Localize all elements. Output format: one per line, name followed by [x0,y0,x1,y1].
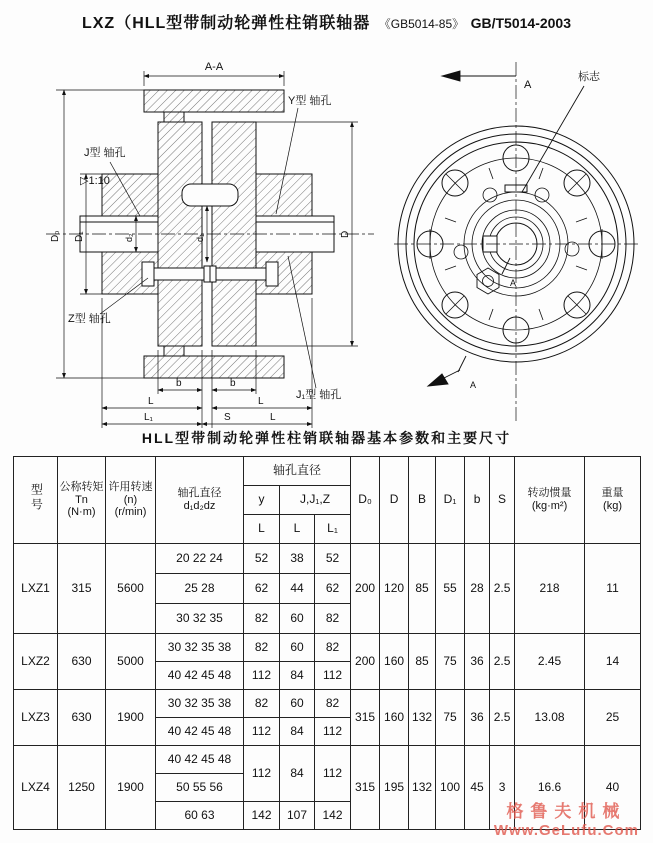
cross-section-drawing [40,56,380,436]
header-model: 型号 [14,457,58,544]
l1-cell: 82 [315,634,351,662]
table-title: HLL型带制动轮弹性柱销联轴器基本参数和主要尺寸 [141,430,512,446]
d-cell: 160 [380,690,409,746]
bores-cell: 30 32 35 38 [156,634,244,662]
speed-cell: 1900 [106,746,156,830]
d1-cell: 75 [436,634,465,690]
bcap-cell: 132 [409,746,436,830]
inertia-cell: 2.45 [515,634,585,690]
table-header [14,457,641,544]
model-cell: LXZ2 [14,634,58,690]
dim-s-label: S [224,412,231,423]
torque-cell: 630 [58,690,106,746]
l1-cell: 142 [315,802,351,830]
section-arrow-top [442,71,460,81]
l-y-cell: 62 [244,574,280,604]
header-bore-group: 轴孔直径 [244,457,351,486]
inertia-cell: 16.6 [515,746,585,830]
header-jjz: J,J₁,Z [280,486,351,515]
l-y-cell: 82 [244,634,280,662]
l1-cell: 112 [315,718,351,746]
header-speed: 许用转速 (n) (r/min) [106,457,156,544]
j1-bore-label: J₁型 轴孔 [296,389,342,401]
table-row [14,746,641,774]
s-cell: 3 [490,746,515,830]
drum-web-top [164,112,184,122]
torque-cell: 1250 [58,746,106,830]
s-cell: 2.5 [490,690,515,746]
bores-cell: 40 42 45 48 [156,662,244,690]
y-bore-label: Y型 轴孔 [288,95,332,107]
l-j-cell: 84 [280,662,315,690]
a-label-top: A [524,79,532,91]
elastic-pin [182,184,238,206]
header-d0: D₀ [351,457,380,544]
d0-cell: 200 [351,634,380,690]
bores-cell: 25 28 [156,574,244,604]
header-b: b [465,457,490,544]
l-j-cell: 60 [280,690,315,718]
header-inertia: 转动惯量 (kg·m²) [515,457,585,544]
dim-d0-label: D₀ [50,230,61,242]
b-cell: 45 [465,746,490,830]
title-main: LXZ（HLL型带制动轮弹性柱销联轴器 [81,15,371,32]
d1-cell: 100 [436,746,465,830]
speed-cell: 5600 [106,544,156,634]
watermark-url: Www.GeLufu.Com [493,822,639,839]
l-j-cell: 44 [280,574,315,604]
l-y-cell: 112 [244,662,280,690]
header-bcap: B [409,457,436,544]
inertia-cell: 13.08 [515,690,585,746]
b-cell: 28 [465,544,490,634]
d-cell: 160 [380,634,409,690]
torque-cell: 315 [58,544,106,634]
header-weight: 重量 (kg) [585,457,641,544]
model-cell: LXZ4 [14,746,58,830]
speed-cell: 5000 [106,634,156,690]
b-cell: 36 [465,690,490,746]
z-bore-label: Z型 轴孔 [68,313,111,325]
l1-cell: 112 [315,746,351,802]
bores-cell: 40 42 45 48 [156,746,244,774]
technical-drawing-area [0,52,653,423]
dim-d-label: D [340,230,351,238]
weight-cell: 14 [585,634,641,690]
l1-cell: 82 [315,690,351,718]
d1-cell: 55 [436,544,465,634]
l-y-cell: 52 [244,544,280,574]
section-arrow-bottom [428,374,448,386]
inertia-cell: 218 [515,544,585,634]
left-bolt-shank [154,268,204,280]
dim-d1cap-label: D₁ [74,231,85,242]
coupling-body [46,90,374,378]
table-body [14,544,641,830]
d0-cell: 315 [351,746,380,830]
header-d: D [380,457,409,544]
dim-l1-label: L₁ [144,412,153,423]
weight-cell: 40 [585,746,641,830]
b-cell: 36 [465,634,490,690]
table-row [14,544,641,574]
l1-cell: 82 [315,604,351,634]
hex-nut [477,268,499,294]
left-bolt-head [142,262,154,286]
table-row [14,634,641,662]
mark-label: 标志 [578,71,600,83]
right-bolt-shank [216,268,266,280]
l1-cell: 52 [315,544,351,574]
l-y-cell: 82 [244,604,280,634]
bores-cell: 60 63 [156,802,244,830]
front-view-drawing [392,54,650,426]
bores-cell: 40 42 45 48 [156,718,244,746]
drum-web-bottom [164,346,184,356]
right-bolt-tip [210,266,216,282]
l-j-cell: 84 [280,746,315,802]
header-l-y: L [244,515,280,544]
drum-rim-bottom [144,356,284,378]
d0-cell: 315 [351,690,380,746]
header-bore-dia: 轴孔直径 d₁d₂dz [156,457,244,544]
watermark-brand: 格鲁夫机械 [506,802,627,821]
bcap-cell: 85 [409,634,436,690]
header-l1: L₁ [315,515,351,544]
l1-cell: 62 [315,574,351,604]
header-torque: 公称转矩 Tn (N·m) [58,457,106,544]
s-cell: 2.5 [490,634,515,690]
l-j-cell: 60 [280,604,315,634]
a-label-center: A [510,278,517,288]
header-d1: D₁ [436,457,465,544]
dim-d2-label: d₂ [124,233,134,242]
bores-cell: 30 32 35 38 [156,690,244,718]
taper-label: ▷1:10 [80,175,110,187]
torque-cell: 630 [58,634,106,690]
dim-b-right: b [230,378,236,389]
spec-table [13,456,641,830]
bcap-cell: 132 [409,690,436,746]
l-j-cell: 84 [280,718,315,746]
weight-cell: 11 [585,544,641,634]
model-cell: LXZ3 [14,690,58,746]
l-j-cell: 60 [280,634,315,662]
dim-b-left: b [176,378,182,389]
dim-l-right: L [258,396,264,407]
weight-cell: 25 [585,690,641,746]
title-gb-old: 《GB5014-85》 [378,17,465,31]
dim-dx-label: d₁ [195,233,205,242]
a-label-bottom: A [470,380,477,390]
l-j-cell: 38 [280,544,315,574]
l-y-cell: 142 [244,802,280,830]
d1-cell: 75 [436,690,465,746]
model-cell: LXZ1 [14,544,58,634]
bores-cell: 50 55 56 [156,774,244,802]
bcap-cell: 85 [409,544,436,634]
j-bore-label: J型 轴孔 [84,147,126,159]
table-row [14,690,641,718]
dim-l-left: L [148,396,154,407]
drum-rim-top [144,90,284,112]
bores-cell: 20 22 24 [156,544,244,574]
right-bolt-head [266,262,278,286]
dim-l-third: L [270,412,276,423]
s-cell: 2.5 [490,544,515,634]
bores-cell: 30 32 35 [156,604,244,634]
header-l-j: L [280,515,315,544]
title-gb-new: GB/T5014-2003 [470,15,572,31]
front-view-circles [394,62,638,422]
d-cell: 120 [380,544,409,634]
l-y-cell: 112 [244,746,280,802]
page-title [0,10,653,33]
d0-cell: 200 [351,544,380,634]
d-cell: 195 [380,746,409,830]
l-y-cell: 112 [244,718,280,746]
speed-cell: 1900 [106,690,156,746]
left-bolt-tip [204,266,210,282]
header-y: y [244,486,280,515]
l1-cell: 112 [315,662,351,690]
l-y-cell: 82 [244,690,280,718]
l-j-cell: 107 [280,802,315,830]
header-s: S [490,457,515,544]
section-aa-label: A-A [204,61,224,73]
